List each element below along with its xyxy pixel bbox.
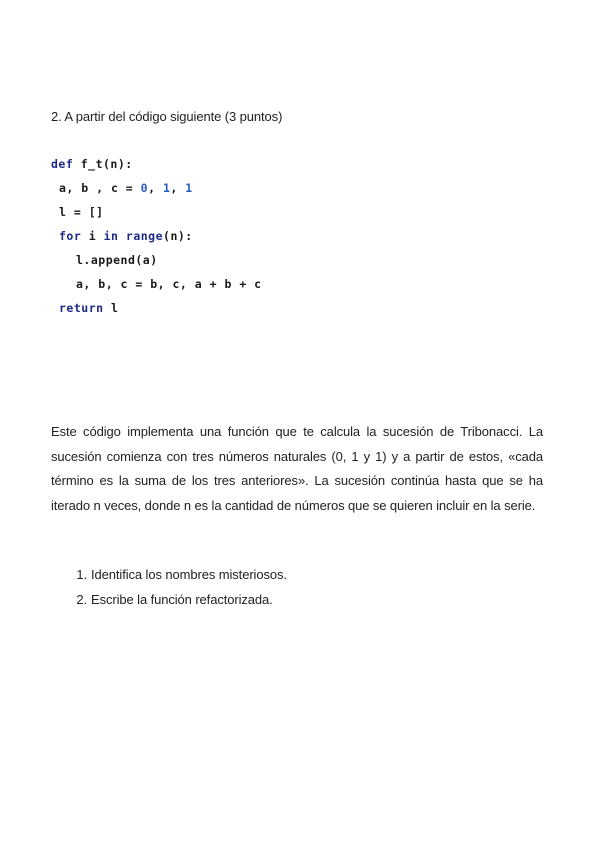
range-args: (n): (163, 229, 193, 243)
separator: , (148, 181, 163, 195)
list-init: l = [] (59, 205, 104, 219)
function-signature: f_t(n): (80, 157, 133, 171)
assignment-vars: a, b , c = (59, 181, 141, 195)
keyword-return: return (59, 301, 104, 315)
separator: , (170, 181, 186, 195)
code-block (51, 156, 262, 324)
loop-var: i (88, 229, 97, 243)
append-call: l.append(a) (76, 253, 158, 267)
return-var: l (110, 301, 119, 315)
list-item-text: Escribe la función refactorizada. (91, 591, 273, 607)
code-line-6 (51, 276, 262, 300)
question-heading: 2. A partir del código siguiente (3 puntos) (51, 109, 283, 124)
list-item-text: Identifica los nombres misteriosos. (91, 567, 287, 582)
code-line-5 (51, 252, 262, 276)
description-paragraph: Este código implementa una función que te calcula la sucesión de Tribonacci. La sucesión comienza con tres números naturales (0, 1 y 1) y a partir de estos, «cada término es la suma de los tres anteriores». La sucesión continúa hasta que se ha iterado n veces, donde n es la cantidad de números que se quieren incluir en la serie. (51, 424, 543, 513)
list-number: 2. (76, 591, 87, 607)
number-literal: 0 (140, 181, 149, 195)
number-literal: 1 (162, 181, 171, 195)
code-line-3 (51, 204, 262, 228)
number-literal: 1 (185, 181, 193, 195)
task-list (51, 565, 287, 614)
list-number: 1. (76, 567, 87, 582)
code-line-7 (51, 300, 262, 324)
keyword-in: in (103, 229, 119, 243)
keyword-for: for (59, 229, 82, 243)
code-line-1 (51, 156, 262, 180)
keyword-def: def (51, 157, 74, 171)
builtin-range: range (125, 229, 164, 243)
code-line-4 (51, 228, 262, 252)
code-line-2 (51, 180, 262, 204)
tuple-assign: a, b, c = b, c, a + b + c (76, 277, 262, 291)
list-item (51, 590, 287, 615)
list-item (51, 565, 287, 590)
